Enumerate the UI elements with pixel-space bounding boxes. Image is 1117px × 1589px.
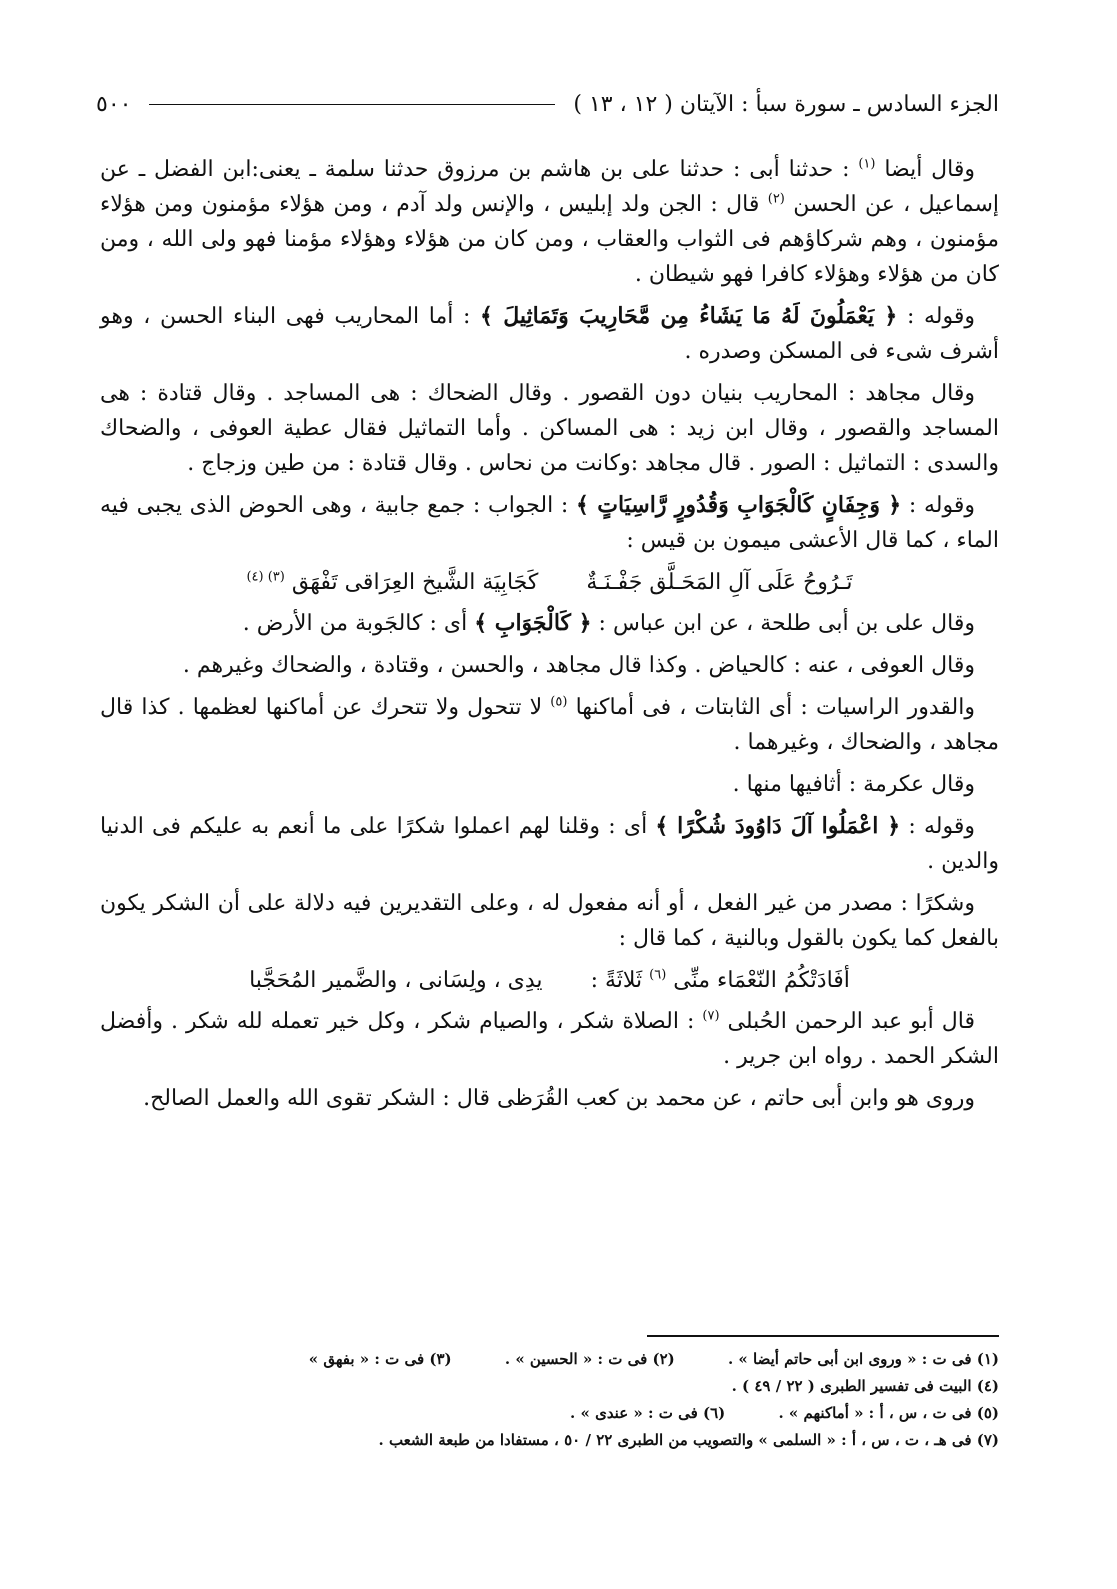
paragraph-6: وقال العوفى ، عنه : كالحياض . وكذا قال مجاهد ، والحسن ، وقتادة ، والضحاك وغيرهم . bbox=[182, 653, 975, 678]
verse-hemistich-2 bbox=[246, 565, 538, 600]
text-span: : الصلاة شكر ، والصيام شكر ، وكل خير تعمله لله شكر . وأفضل الشكر الحمد . رواه ابن جرير . bbox=[100, 1009, 999, 1069]
quran-quote: ﴿ يَعْمَلُونَ لَهُ مَا يَشَاءُ مِن مَّحَارِيبَ وَتَمَاثِيلَ ﴾ bbox=[480, 303, 898, 329]
footnote-5: (٥) فى ت ، س ، أ : « أماكنهم » . bbox=[778, 1404, 999, 1422]
footnote-ref: (٥) bbox=[550, 694, 568, 710]
paragraph-5 bbox=[100, 606, 999, 641]
footnote-ref: (٣) (٤) bbox=[246, 569, 285, 585]
quran-quote: ﴿ وَجِفَانٍ كَالْجَوَابِ وَقُدُورٍ رَّاسِيَاتٍ ﴾ bbox=[575, 492, 902, 518]
text-span: وقال أيضا bbox=[884, 157, 975, 182]
text-span: : أما المحاريب فهى البناء الحسن ، وهو أشرف شىء فى المسكن وصدره . bbox=[100, 304, 999, 364]
paragraph-4 bbox=[100, 488, 999, 558]
text-span: ثَلاثَةً : bbox=[590, 968, 650, 993]
text-span: لا تتحول ولا تتحرك عن أماكنها لعظمها . كذا قال مجاهد ، والضحاك ، وغيرهما . bbox=[100, 695, 999, 755]
footnote-ref: (٧) bbox=[702, 1008, 720, 1024]
text-span: أفَادَتْكُمُ النّعْمَاء منِّى bbox=[673, 968, 850, 993]
footnote-line bbox=[100, 1427, 999, 1454]
footnote-1: (١) فى ت : « وروى ابن أبى حاتم أيضا » . bbox=[727, 1350, 999, 1368]
paragraph-3: وقال مجاهد : المحاريب بنيان دون القصور . وقال الضحاك : هى المساجد . وقال قتادة : هى المساجد والقصور ، وقال ابن زيد : هى المساكن . وأما التماثيل فقال عطية العوفى ، والضحاك والسدى : التماثيل : الصور . قال مجاهد :وكانت من نحاس . وقال قتادة : من طين وزجاج . bbox=[100, 381, 999, 476]
paragraph-2 bbox=[100, 299, 999, 369]
footnote-2: (٢) فى ت : « الحسين » . bbox=[504, 1350, 675, 1368]
text-span: قال : الجن ولد إبليس ، والإنس ولد آدم ، ومن هؤلاء مؤمنون ومن هؤلاء مؤمنون ، وهم شركاؤهم فى الثواب والعقاب ، ومن كان من هؤلاء وهؤلاء مؤمنا فهو ولى الله ، ومن كان من هؤلاء وهؤلاء كافرا فهو شيطان . bbox=[100, 192, 1000, 287]
footnote-ref: (٦) bbox=[649, 967, 667, 983]
poem-verse-2 bbox=[100, 963, 999, 998]
quran-quote: ﴿ كَالْجَوَابِ ﴾ bbox=[474, 610, 592, 636]
running-header bbox=[96, 84, 999, 124]
footnote-4: (٤) البيت فى تفسير الطبرى ( ٢٢ / ٤٩ ) . bbox=[731, 1377, 999, 1395]
paragraph-9 bbox=[100, 809, 999, 879]
text-span: : حدثنا أبى : حدثنا على بن هاشم بن مرزوق حدثنا سلمة ـ يعنى:ابن الفضل ـ عن إسماعيل ، عن الحسن bbox=[100, 157, 999, 217]
page-number: ٥٠٠ bbox=[96, 91, 132, 117]
verse-hemistich-1: تَـرُوحُ عَلَى آلِ المَحَـلَّق جَفْـنَـةٌ bbox=[586, 570, 853, 595]
text-span: وقوله : bbox=[900, 814, 976, 839]
footnote-separator bbox=[647, 1335, 999, 1337]
text-span: أى : كالجَوبة من الأرض . bbox=[242, 611, 475, 636]
text-span: والقدور الراسيات : أى الثابتات ، فى أماكنها bbox=[575, 695, 975, 720]
paragraph-12: وروى هو وابن أبى حاتم ، عن محمد بن كعب القُرَظى قال : الشكر تقوى الله والعمل الصالح. bbox=[143, 1086, 975, 1111]
paragraph-10: وشكرًا : مصدر من غير الفعل ، أو أنه مفعول له ، وعلى التقديرين فيه دلالة على أن الشكر يكون بالفعل كما يكون بالقول وبالنية ، كما قال : bbox=[100, 891, 999, 951]
paragraph-11 bbox=[100, 1004, 999, 1074]
footnote-6: (٦) فى ت : « عندى » . bbox=[570, 1404, 726, 1422]
verse-hemistich-1 bbox=[591, 963, 850, 998]
paragraph-8: وقال عكرمة : أثافيها منها . bbox=[732, 772, 975, 797]
header-rule bbox=[149, 104, 555, 105]
main-text bbox=[100, 152, 999, 1123]
footnote-line bbox=[100, 1400, 999, 1427]
text-span: : الجواب : جمع جابية ، وهى الحوض الذى يجبى فيه الماء ، كما قال الأعشى ميمون بن قيس : bbox=[100, 493, 999, 553]
footnote-ref: (١) bbox=[858, 156, 876, 172]
header-title: الجزء السادس ـ سورة سبأ : الآيتان ( ١٢ ، ١٣ ) bbox=[573, 91, 999, 117]
verse-hemistich-2: يدِى ، ولِسَانى ، والضَّمير المُحَجَّبا bbox=[249, 968, 543, 993]
footnote-3: (٣) فى ت : « بفهق » bbox=[308, 1350, 452, 1368]
text-span: وقال على بن أبى طلحة ، عن ابن عباس : bbox=[591, 611, 975, 636]
footnote-line bbox=[100, 1373, 999, 1400]
text-span: قال أبو عبد الرحمن الحُبلى bbox=[727, 1009, 975, 1034]
quran-quote: ﴿ اعْمَلُوا آلَ دَاوُودَ شُكْرًا ﴾ bbox=[655, 813, 901, 839]
text-span: أى : وقلنا لهم اعملوا شكرًا على ما أنعم به عليكم فى الدنيا والدين . bbox=[100, 814, 999, 874]
paragraph-7 bbox=[100, 690, 999, 760]
poem-verse-1 bbox=[100, 565, 999, 600]
footnote-7: (٧) فى هـ ، ت ، س ، أ : « السلمى » والتصويب من الطبرى ٢٢ / ٥٠ ، مستفادا من طبعة الشعب . bbox=[378, 1431, 999, 1449]
footnotes bbox=[100, 1346, 999, 1454]
text-span: وقوله : bbox=[897, 304, 975, 329]
paragraph-1 bbox=[100, 152, 999, 292]
footnote-ref: (٢) bbox=[767, 191, 785, 207]
footnote-line bbox=[100, 1346, 999, 1373]
text-span: وقوله : bbox=[901, 493, 975, 518]
text-span: كَجَابِيَة الشَّيخ العِرَاقى تَفْهَق bbox=[291, 570, 539, 595]
